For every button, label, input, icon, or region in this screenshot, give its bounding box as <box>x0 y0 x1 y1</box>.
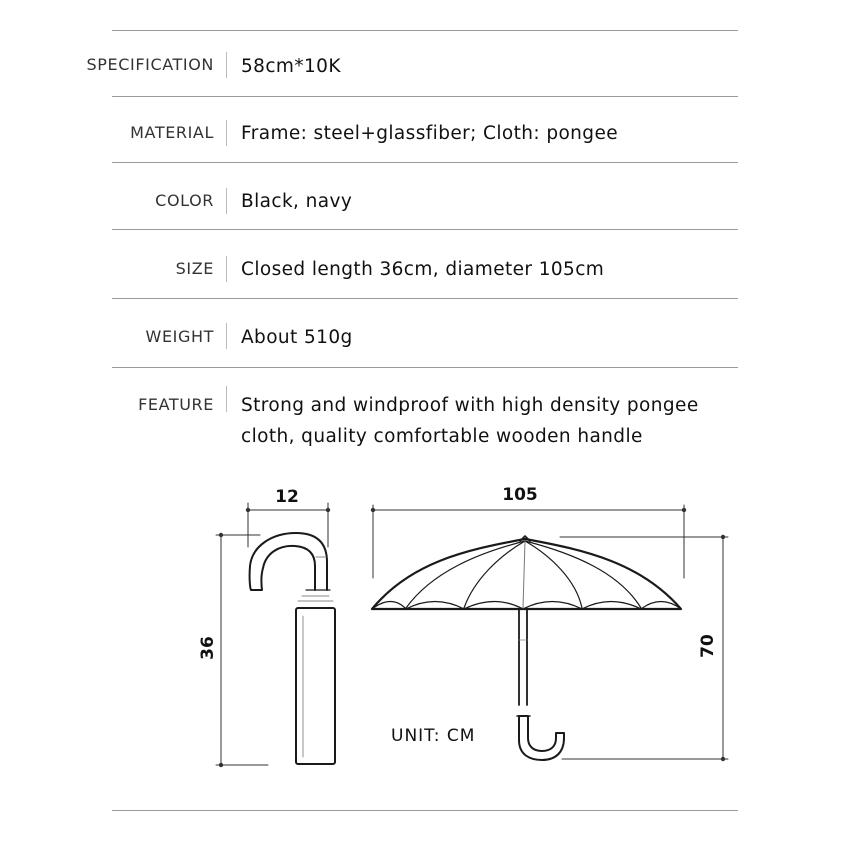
spec-value-line-2: cloth, quality comfortable wooden handle <box>241 426 643 447</box>
closed-length-dimension <box>216 535 268 765</box>
spec-value: Closed length 36cm, diameter 105cm <box>241 259 605 280</box>
closed-umbrella-icon <box>250 533 335 764</box>
open-height-label: 70 <box>698 634 718 658</box>
closed-length-label: 36 <box>198 636 218 660</box>
spec-label: SIZE <box>175 259 214 278</box>
spec-label: WEIGHT <box>145 327 214 346</box>
spec-value: Frame: steel+glassfiber; Cloth: pongee <box>241 123 619 144</box>
closed-width-dimension <box>248 503 328 547</box>
spec-value-line-1: Strong and windproof with high density pongee <box>241 395 699 416</box>
spec-label: COLOR <box>155 191 214 210</box>
spec-value: About 510g <box>241 327 353 348</box>
spec-label: SPECIFICATION <box>86 55 214 74</box>
spec-label: FEATURE <box>138 395 214 414</box>
closed-width-label: 12 <box>275 487 299 507</box>
open-diameter-label: 105 <box>502 485 538 505</box>
spec-label: MATERIAL <box>130 123 214 142</box>
spec-value: Black, navy <box>241 191 353 212</box>
spec-value: 58cm*10K <box>241 56 341 77</box>
unit-label: UNIT: CM <box>391 726 476 746</box>
